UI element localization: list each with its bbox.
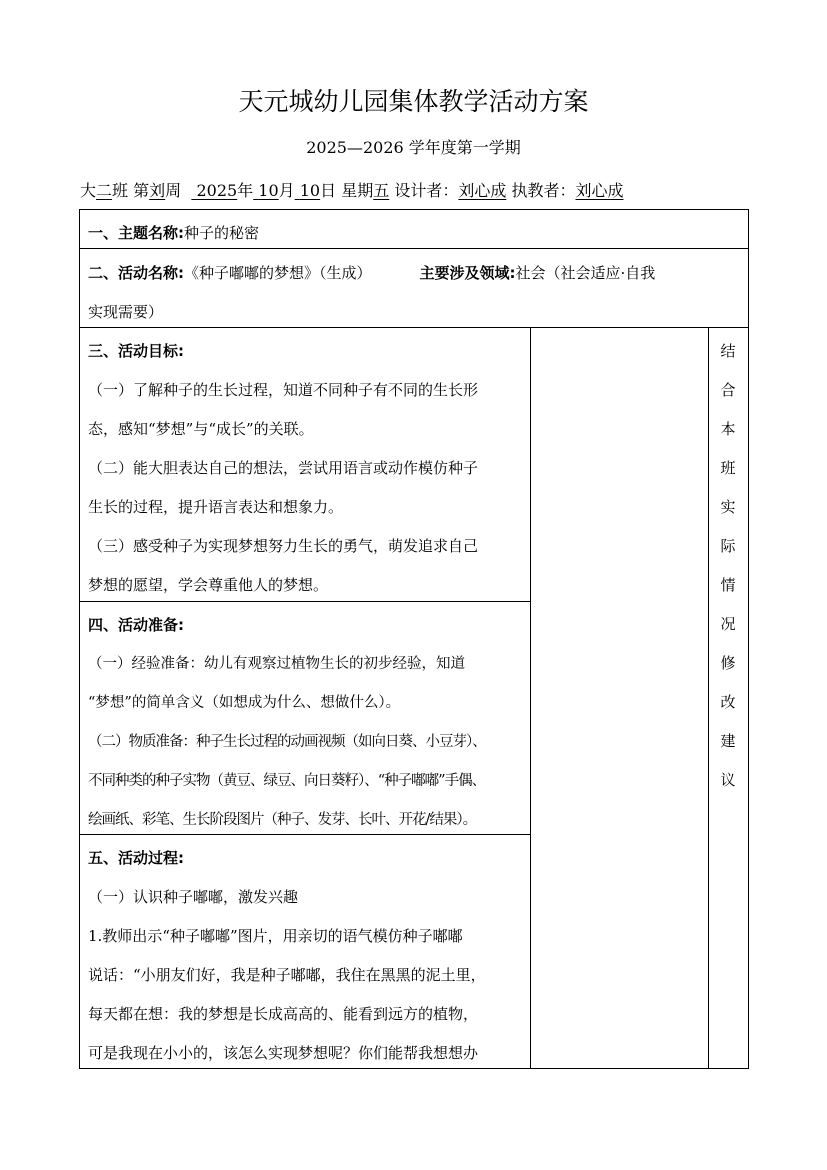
document-title: 天元城幼儿园集体教学活动方案 — [238, 87, 589, 116]
teacher-name: 刘心成 — [575, 181, 624, 200]
side-note — [708, 332, 748, 800]
side-note-char: 际 — [720, 537, 736, 555]
prep-section — [88, 606, 528, 840]
designer-name: 刘心成 — [458, 181, 507, 200]
process-line: 1.教师出示“种子嘟嘟”图片，用亲切的语气模仿种子嘟嘟 — [88, 927, 463, 945]
theme-label: 一、主题名称: — [88, 224, 184, 242]
side-note-char: 改 — [720, 693, 736, 711]
designer-label: 设计者： — [394, 181, 459, 200]
weekday-prefix: 星期 — [341, 181, 374, 200]
side-note-char: 本 — [720, 420, 736, 438]
class-name: 二 — [96, 181, 113, 200]
process-line: 可是我现在小小的，该怎么实现梦想呢？你们能帮我想想办 — [88, 1044, 479, 1062]
goals-line: 生长的过程，提升语言表达和想象力。 — [88, 498, 344, 516]
date-day: 10 — [299, 181, 321, 200]
goals-line: 态，感知“梦想”与“成长”的关联。 — [88, 420, 314, 438]
domain-value-line1: 社会（社会适应·自我 — [515, 264, 656, 282]
side-note-char: 况 — [720, 615, 736, 633]
goals-line: （三）感受种子为实现梦想努力生长的勇气，萌发追求自己 — [88, 537, 479, 555]
goals-heading: 三、活动目标: — [88, 342, 184, 360]
year-suffix: 年 — [237, 181, 254, 200]
side-note-char: 情 — [720, 576, 736, 594]
theme-value: 种子的秘密 — [184, 224, 260, 242]
goals-section — [88, 332, 528, 605]
domain-label: 主要涉及领域: — [419, 264, 516, 282]
side-note-char: 合 — [720, 381, 736, 399]
process-line: （一）认识种子嘟嘟，激发兴趣 — [88, 888, 299, 906]
domain-value-line2: 实现需要） — [88, 303, 164, 321]
process-line: 每天都在想：我的梦想是长成高高的、能看到远方的植物， — [88, 1005, 479, 1023]
date-month: 10 — [258, 181, 279, 200]
theme-row — [88, 214, 259, 253]
side-note-char: 修 — [720, 654, 736, 672]
prep-heading: 四、活动准备: — [88, 616, 184, 634]
goals-line: （二）能大胆表达自己的想法，尝试用语言或动作模仿种子 — [88, 459, 479, 477]
goals-line: 梦想的愿望，学会尊重他人的梦想。 — [88, 576, 329, 594]
class-prefix: 大 — [80, 181, 97, 200]
class-suffix: 班 — [112, 181, 129, 200]
side-note-char: 结 — [720, 342, 736, 360]
prep-line: （一）经验准备：幼儿有观察过植物生长的初步经验，知道 — [88, 656, 465, 672]
teacher-label: 执教者： — [511, 181, 576, 200]
column-divider-notes — [530, 327, 531, 1069]
activity-row — [88, 254, 744, 332]
class-info-line — [80, 178, 750, 201]
date-year: 2025 — [196, 181, 238, 200]
weekday-value: 五 — [373, 181, 390, 200]
activity-label: 二、活动名称: — [88, 264, 184, 282]
week-prefix: 第 — [133, 181, 150, 200]
prep-line: 不同种类的种子实物（黄豆、绿豆、向日葵籽）、“种子嘟嘟”手偶、 — [88, 773, 486, 789]
process-section — [88, 839, 528, 1073]
process-line: 说话：“小朋友们好，我是种子嘟嘟，我住在黑黑的泥土里， — [88, 966, 486, 984]
side-note-char: 建 — [720, 732, 736, 750]
side-note-char: 班 — [720, 459, 736, 477]
week-value: 刘 — [149, 181, 166, 200]
goals-line: （一）了解种子的生长过程，知道不同种子有不同的生长形 — [88, 381, 479, 399]
week-suffix: 周 — [165, 181, 182, 200]
activity-value: 《种子嘟嘟的梦想》（生成） — [184, 264, 372, 282]
side-note-char: 实 — [720, 498, 736, 516]
day-suffix: 日 — [320, 181, 337, 200]
month-suffix: 月 — [278, 181, 295, 200]
prep-line: 绘画纸、彩笔、生长阶段图片（种子、发芽、长叶、开花/结果）。 — [88, 812, 477, 828]
prep-line: （二）物质准备：种子生长过程的动画视频（如向日葵、小豆芽）、 — [88, 734, 486, 750]
process-heading: 五、活动过程: — [88, 849, 184, 867]
side-note-char: 议 — [720, 771, 736, 789]
prep-line: “梦想”的简单含义（如想成为什么、想做什么）。 — [88, 695, 401, 711]
semester-subtitle: 2025—2026 学年度第一学期 — [306, 138, 521, 157]
